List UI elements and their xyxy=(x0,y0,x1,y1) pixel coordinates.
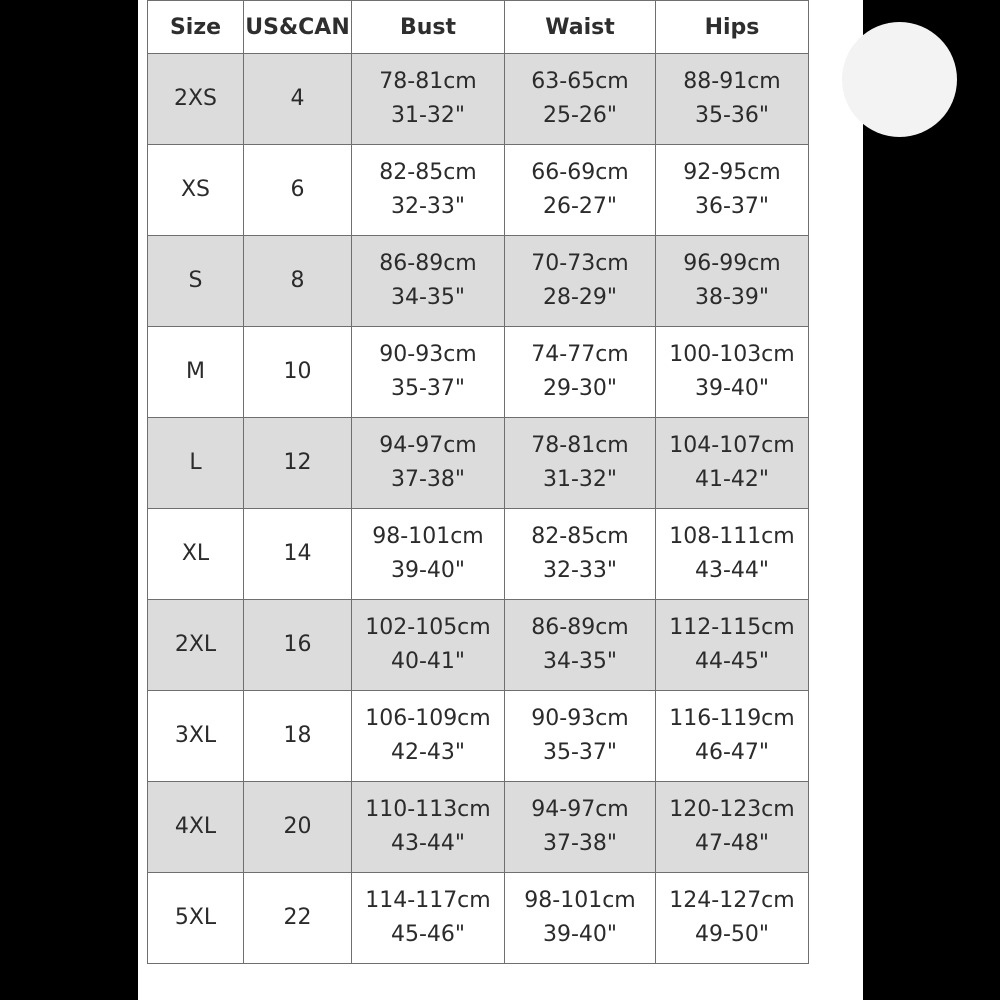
hips-cell xyxy=(656,509,809,600)
hips-cell xyxy=(656,236,809,327)
bust-cm: 86-89cm xyxy=(379,251,477,276)
hips-cell xyxy=(656,873,809,964)
hips-cm: 116-119cm xyxy=(669,706,795,731)
hips-cm: 112-115cm xyxy=(669,615,795,640)
table-header-row xyxy=(148,1,809,54)
hips-in: 36-37" xyxy=(694,194,770,219)
bust-cell xyxy=(352,509,505,600)
hips-cell xyxy=(656,327,809,418)
hips-cell xyxy=(656,54,809,145)
waist-cell xyxy=(505,509,656,600)
bust-cell xyxy=(352,782,505,873)
waist-cm: 74-77cm xyxy=(531,342,629,367)
waist-cell xyxy=(505,782,656,873)
us-can-cell: 18 xyxy=(244,691,352,782)
bust-cell xyxy=(352,873,505,964)
table-row xyxy=(148,782,809,873)
waist-in: 26-27" xyxy=(542,194,618,219)
bust-cm: 90-93cm xyxy=(379,342,477,367)
waist-in: 28-29" xyxy=(542,285,618,310)
bust-cell xyxy=(352,54,505,145)
hips-cell xyxy=(656,600,809,691)
hips-cell xyxy=(656,418,809,509)
waist-cm: 90-93cm xyxy=(531,706,629,731)
header-size: Size xyxy=(148,1,244,54)
table-row xyxy=(148,509,809,600)
us-can-cell: 12 xyxy=(244,418,352,509)
waist-in: 29-30" xyxy=(542,376,618,401)
table-row xyxy=(148,600,809,691)
bust-cell xyxy=(352,691,505,782)
size-chart-table xyxy=(147,0,809,964)
bust-cm: 114-117cm xyxy=(365,888,491,913)
waist-cm: 82-85cm xyxy=(531,524,629,549)
hips-in: 47-48" xyxy=(694,831,770,856)
hips-cm: 88-91cm xyxy=(683,69,781,94)
waist-cm: 66-69cm xyxy=(531,160,629,185)
us-can-cell: 4 xyxy=(244,54,352,145)
size-cell: XL xyxy=(148,509,244,600)
bust-cm: 106-109cm xyxy=(365,706,491,731)
bust-in: 31-32" xyxy=(390,103,466,128)
table-row xyxy=(148,236,809,327)
hips-cm: 100-103cm xyxy=(669,342,795,367)
size-cell: 5XL xyxy=(148,873,244,964)
hips-cm: 96-99cm xyxy=(683,251,781,276)
us-can-cell: 6 xyxy=(244,145,352,236)
waist-cm: 78-81cm xyxy=(531,433,629,458)
hips-in: 39-40" xyxy=(694,376,770,401)
hips-cm: 92-95cm xyxy=(683,160,781,185)
bust-in: 34-35" xyxy=(390,285,466,310)
bust-cell xyxy=(352,600,505,691)
size-cell: XS xyxy=(148,145,244,236)
hips-in: 49-50" xyxy=(694,922,770,947)
bust-in: 32-33" xyxy=(390,194,466,219)
waist-cell xyxy=(505,873,656,964)
table-row xyxy=(148,327,809,418)
table-row xyxy=(148,54,809,145)
bust-cm: 98-101cm xyxy=(372,524,484,549)
size-cell: M xyxy=(148,327,244,418)
bust-cm: 94-97cm xyxy=(379,433,477,458)
hips-cm: 108-111cm xyxy=(669,524,795,549)
size-cell: 2XS xyxy=(148,54,244,145)
bust-cm: 102-105cm xyxy=(365,615,491,640)
us-can-cell: 10 xyxy=(244,327,352,418)
hips-in: 35-36" xyxy=(694,103,770,128)
hips-cm: 124-127cm xyxy=(669,888,795,913)
waist-cm: 94-97cm xyxy=(531,797,629,822)
waist-cell xyxy=(505,600,656,691)
waist-cm: 98-101cm xyxy=(524,888,636,913)
size-cell: 3XL xyxy=(148,691,244,782)
header-hips: Hips xyxy=(656,1,809,54)
waist-cm: 63-65cm xyxy=(531,69,629,94)
hips-cm: 104-107cm xyxy=(669,433,795,458)
waist-in: 37-38" xyxy=(542,831,618,856)
waist-cell xyxy=(505,327,656,418)
bust-cell xyxy=(352,418,505,509)
bust-cm: 110-113cm xyxy=(365,797,491,822)
us-can-cell: 8 xyxy=(244,236,352,327)
waist-cell xyxy=(505,691,656,782)
bust-cell xyxy=(352,327,505,418)
bust-cell xyxy=(352,145,505,236)
waist-cm: 86-89cm xyxy=(531,615,629,640)
waist-cm: 70-73cm xyxy=(531,251,629,276)
bust-in: 42-43" xyxy=(390,740,466,765)
circle-overlay xyxy=(842,22,957,137)
hips-in: 44-45" xyxy=(694,649,770,674)
waist-in: 39-40" xyxy=(542,922,618,947)
hips-in: 46-47" xyxy=(694,740,770,765)
waist-cell xyxy=(505,54,656,145)
header-us-can: US&CAN xyxy=(244,1,352,54)
us-can-cell: 14 xyxy=(244,509,352,600)
hips-cell xyxy=(656,782,809,873)
waist-cell xyxy=(505,418,656,509)
bust-in: 43-44" xyxy=(390,831,466,856)
header-waist: Waist xyxy=(505,1,656,54)
size-cell: S xyxy=(148,236,244,327)
size-cell: L xyxy=(148,418,244,509)
us-can-cell: 16 xyxy=(244,600,352,691)
us-can-cell: 22 xyxy=(244,873,352,964)
header-bust: Bust xyxy=(352,1,505,54)
waist-in: 32-33" xyxy=(542,558,618,583)
hips-in: 41-42" xyxy=(694,467,770,492)
bust-in: 45-46" xyxy=(390,922,466,947)
table-row xyxy=(148,145,809,236)
size-cell: 4XL xyxy=(148,782,244,873)
waist-cell xyxy=(505,145,656,236)
size-cell: 2XL xyxy=(148,600,244,691)
waist-in: 31-32" xyxy=(542,467,618,492)
waist-in: 25-26" xyxy=(542,103,618,128)
bust-in: 40-41" xyxy=(390,649,466,674)
table-row xyxy=(148,418,809,509)
hips-cell xyxy=(656,145,809,236)
table-row xyxy=(148,691,809,782)
hips-in: 43-44" xyxy=(694,558,770,583)
hips-in: 38-39" xyxy=(694,285,770,310)
waist-cell xyxy=(505,236,656,327)
us-can-cell: 20 xyxy=(244,782,352,873)
bust-in: 35-37" xyxy=(390,376,466,401)
table-row xyxy=(148,873,809,964)
waist-in: 34-35" xyxy=(542,649,618,674)
waist-in: 35-37" xyxy=(542,740,618,765)
bust-in: 37-38" xyxy=(390,467,466,492)
hips-cm: 120-123cm xyxy=(669,797,795,822)
bust-cell xyxy=(352,236,505,327)
hips-cell xyxy=(656,691,809,782)
bust-cm: 78-81cm xyxy=(379,69,477,94)
bust-in: 39-40" xyxy=(390,558,466,583)
bust-cm: 82-85cm xyxy=(379,160,477,185)
